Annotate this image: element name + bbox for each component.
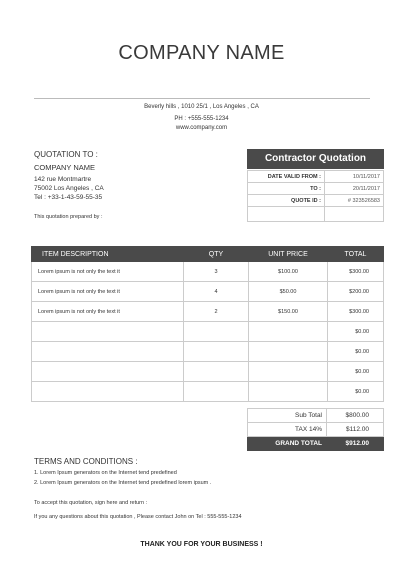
item-unit-price: [249, 322, 328, 342]
item-unit-price: [249, 362, 328, 382]
items-header-row: [32, 247, 384, 262]
quote-value: 20/11/2017: [325, 183, 384, 195]
item-total: $0.00: [328, 382, 384, 402]
item-total: $0.00: [328, 322, 384, 342]
company-website: www.company.com: [175, 125, 228, 131]
item-description: [32, 342, 184, 362]
item-qty: [184, 362, 249, 382]
subtotal-row: [248, 409, 384, 423]
quote-row-id: [248, 195, 384, 207]
item-unit-price: [249, 342, 328, 362]
item-qty: 3: [184, 262, 249, 282]
table-row: [32, 342, 384, 362]
quote-label: DATE VALID FROM :: [248, 171, 325, 183]
tax-row: [248, 423, 384, 437]
quote-label: TO :: [248, 183, 325, 195]
item-description: [32, 362, 184, 382]
item-description: Lorem ipsum is not only the text it: [32, 302, 184, 322]
company-title: COMPANY NAME: [118, 42, 285, 64]
item-unit-price: [249, 382, 328, 402]
table-row: [32, 322, 384, 342]
table-row: [32, 362, 384, 382]
header-divider: [34, 98, 370, 99]
quote-value: # 323526583: [325, 195, 384, 207]
company-address: Beverly hills , 1010 25/1 , Los Angeles , CA: [144, 104, 259, 110]
item-qty: 2: [184, 302, 249, 322]
item-total: $300.00: [328, 302, 384, 322]
header-qty: QTY: [184, 247, 249, 262]
tax-label: TAX 14%: [248, 423, 327, 437]
item-unit-price: $50.00: [249, 282, 328, 302]
item-qty: 4: [184, 282, 249, 302]
item-description: [32, 382, 184, 402]
thank-you-message: THANK YOU FOR YOUR BUSINESS !: [140, 541, 263, 548]
item-description: [32, 322, 184, 342]
item-qty: [184, 342, 249, 362]
item-total: $0.00: [328, 342, 384, 362]
subtotal-value: $800.00: [327, 409, 384, 423]
quote-row-blank: [248, 207, 384, 222]
quote-value: 10/11/2017: [325, 171, 384, 183]
company-phone: PH : +555-555-1234: [174, 116, 229, 122]
header-description: ITEM DESCRIPTION: [32, 247, 184, 262]
contractor-quotation-title: Contractor Quotation: [247, 149, 384, 169]
table-row: [32, 382, 384, 402]
quote-row-date-from: [248, 171, 384, 183]
quote-row-date-to: [248, 183, 384, 195]
quotation-to-label: QUOTATION TO :: [34, 150, 98, 159]
header-total: TOTAL: [328, 247, 384, 262]
term-line: 2. Lorem Ipsum generators on the Internet tend predefined lorem ipsum .: [34, 480, 212, 486]
item-total: $200.00: [328, 282, 384, 302]
client-tel: Tel : +33-1-43-59-55-35: [34, 194, 103, 201]
grand-total-row: [248, 437, 384, 451]
table-row: [32, 262, 384, 282]
item-unit-price: $150.00: [249, 302, 328, 322]
item-total: $0.00: [328, 362, 384, 382]
item-description: Lorem ipsum is not only the text it: [32, 282, 184, 302]
subtotal-label: Sub Total: [248, 409, 327, 423]
contact-note: If you any questions about this quotation , Please contact John on Tel : 555-555-1234: [34, 514, 242, 520]
quote-info-table: [247, 170, 384, 222]
table-row: [32, 282, 384, 302]
item-unit-price: $100.00: [249, 262, 328, 282]
item-qty: [184, 322, 249, 342]
grand-total-value: $912.00: [327, 437, 384, 451]
totals-table: [247, 408, 384, 451]
item-total: $300.00: [328, 262, 384, 282]
header-unit-price: UNIT PRICE: [249, 247, 328, 262]
client-street: 142 rue Montmartre: [34, 176, 92, 183]
accept-note: To accept this quotation, sign here and return :: [34, 500, 148, 506]
term-line: 1. Lorem Ipsum generators on the Internet tend predefined: [34, 470, 177, 476]
client-company: COMPANY NAME: [34, 163, 95, 172]
tax-value: $112.00: [327, 423, 384, 437]
items-table: [31, 246, 384, 402]
terms-heading: TERMS AND CONDITIONS :: [34, 457, 138, 466]
quote-label: QUOTE ID :: [248, 195, 325, 207]
client-city: 75002 Los Angeles , CA: [34, 185, 104, 192]
item-description: Lorem ipsum is not only the text it: [32, 262, 184, 282]
prepared-by: This quotation prepared by :: [34, 214, 103, 220]
grand-total-label: GRAND TOTAL: [248, 437, 327, 451]
item-qty: [184, 382, 249, 402]
table-row: [32, 302, 384, 322]
